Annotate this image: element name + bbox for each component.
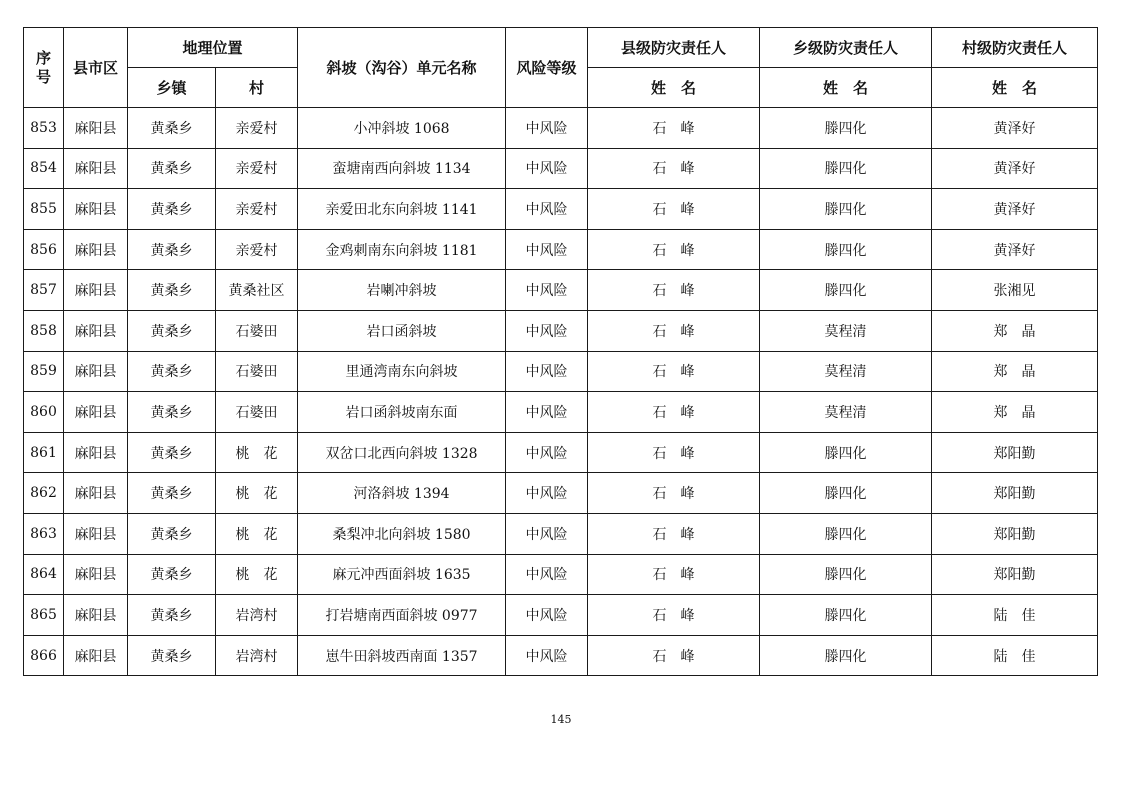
cell-county: 麻阳县 [64,554,128,595]
header-county: 县市区 [64,28,128,108]
table-row [24,595,1098,636]
cell-county: 麻阳县 [64,148,128,189]
disaster-responsibility-table [23,27,1098,676]
cell-county-person: 石 峰 [588,595,760,636]
cell-seq: 864 [24,554,64,595]
cell-town-person: 滕四化 [760,513,932,554]
table-header [24,28,1098,108]
table-row [24,432,1098,473]
cell-town: 黄桑乡 [128,351,216,392]
cell-risk-level: 中风险 [506,392,588,433]
table-row [24,635,1098,676]
table-row [24,108,1098,149]
cell-village-person: 郑阳勤 [932,554,1098,595]
cell-county-person: 石 峰 [588,108,760,149]
table-row [24,148,1098,189]
cell-village: 桃 花 [216,513,298,554]
cell-slope-name: 岩口函斜坡南东面 [298,392,506,433]
cell-village: 桃 花 [216,554,298,595]
cell-seq: 859 [24,351,64,392]
header-risk-level: 风险等级 [506,28,588,108]
cell-seq: 866 [24,635,64,676]
cell-town-person: 滕四化 [760,229,932,270]
cell-village: 亲爱村 [216,108,298,149]
cell-slope-name: 岩喇冲斜坡 [298,270,506,311]
table-row [24,189,1098,230]
cell-county: 麻阳县 [64,270,128,311]
cell-town: 黄桑乡 [128,148,216,189]
cell-town-person: 滕四化 [760,473,932,514]
table-row [24,513,1098,554]
cell-county-person: 石 峰 [588,554,760,595]
cell-slope-name: 蛮塘南西向斜坡 1134 [298,148,506,189]
cell-risk-level: 中风险 [506,554,588,595]
cell-town-person: 滕四化 [760,595,932,636]
cell-village-person: 黄泽好 [932,148,1098,189]
cell-slope-name: 麻元冲西面斜坡 1635 [298,554,506,595]
header-village: 村 [216,68,298,108]
cell-village-person: 张湘见 [932,270,1098,311]
cell-risk-level: 中风险 [506,148,588,189]
cell-seq: 857 [24,270,64,311]
cell-county-person: 石 峰 [588,635,760,676]
cell-seq: 862 [24,473,64,514]
header-county-responsible: 县级防灾责任人 [588,28,760,68]
cell-risk-level: 中风险 [506,351,588,392]
cell-village-person: 郑阳勤 [932,432,1098,473]
cell-slope-name: 打岩塘南西面斜坡 0977 [298,595,506,636]
cell-town: 黄桑乡 [128,392,216,433]
cell-county: 麻阳县 [64,473,128,514]
cell-town-person: 滕四化 [760,148,932,189]
cell-village: 岩湾村 [216,595,298,636]
cell-seq: 860 [24,392,64,433]
cell-county: 麻阳县 [64,513,128,554]
header-village-responsible: 村级防灾责任人 [932,28,1098,68]
cell-county-person: 石 峰 [588,270,760,311]
cell-seq: 854 [24,148,64,189]
cell-risk-level: 中风险 [506,513,588,554]
cell-town: 黄桑乡 [128,595,216,636]
cell-county-person: 石 峰 [588,392,760,433]
cell-village: 亲爱村 [216,229,298,270]
cell-slope-name: 小冲斜坡 1068 [298,108,506,149]
cell-slope-name: 亲爱田北东向斜坡 1141 [298,189,506,230]
cell-village: 石婆田 [216,351,298,392]
table-row [24,554,1098,595]
cell-risk-level: 中风险 [506,108,588,149]
header-town: 乡镇 [128,68,216,108]
cell-village: 亲爱村 [216,189,298,230]
cell-county: 麻阳县 [64,108,128,149]
cell-village-person: 郑 晶 [932,392,1098,433]
cell-county-person: 石 峰 [588,513,760,554]
table-body [24,108,1098,676]
cell-village-person: 郑阳勤 [932,513,1098,554]
cell-county: 麻阳县 [64,189,128,230]
cell-village-person: 郑阳勤 [932,473,1098,514]
table-row [24,473,1098,514]
cell-village-person: 黄泽好 [932,108,1098,149]
cell-slope-name: 金鸡刺南东向斜坡 1181 [298,229,506,270]
cell-county: 麻阳县 [64,392,128,433]
cell-village: 桃 花 [216,473,298,514]
cell-seq: 856 [24,229,64,270]
cell-risk-level: 中风险 [506,270,588,311]
table-row [24,351,1098,392]
cell-risk-level: 中风险 [506,432,588,473]
cell-slope-name: 桑梨冲北向斜坡 1580 [298,513,506,554]
cell-risk-level: 中风险 [506,595,588,636]
cell-county: 麻阳县 [64,635,128,676]
cell-town-person: 莫程清 [760,310,932,351]
table-row [24,392,1098,433]
cell-town-person: 莫程清 [760,351,932,392]
header-seq-line2: 号 [35,67,51,86]
cell-village: 亲爱村 [216,148,298,189]
cell-county-person: 石 峰 [588,148,760,189]
cell-slope-name: 河洛斜坡 1394 [298,473,506,514]
cell-town: 黄桑乡 [128,229,216,270]
header-seq-line1: 序 [35,48,51,67]
header-town-name: 姓 名 [760,68,932,108]
cell-seq: 863 [24,513,64,554]
cell-town-person: 滕四化 [760,189,932,230]
header-slope-name: 斜坡（沟谷）单元名称 [298,28,506,108]
cell-seq: 861 [24,432,64,473]
header-geo-location: 地理位置 [128,28,298,68]
cell-town-person: 滕四化 [760,270,932,311]
cell-county-person: 石 峰 [588,432,760,473]
cell-village: 石婆田 [216,310,298,351]
cell-county-person: 石 峰 [588,189,760,230]
cell-town: 黄桑乡 [128,473,216,514]
cell-village-person: 陆 佳 [932,635,1098,676]
cell-village: 岩湾村 [216,635,298,676]
cell-town: 黄桑乡 [128,310,216,351]
cell-town: 黄桑乡 [128,270,216,311]
cell-slope-name: 双岔口北西向斜坡 1328 [298,432,506,473]
cell-risk-level: 中风险 [506,229,588,270]
cell-county-person: 石 峰 [588,229,760,270]
cell-town: 黄桑乡 [128,432,216,473]
header-row-1 [24,28,1098,68]
cell-county: 麻阳县 [64,229,128,270]
cell-county: 麻阳县 [64,310,128,351]
cell-village: 石婆田 [216,392,298,433]
cell-seq: 865 [24,595,64,636]
cell-village-person: 陆 佳 [932,595,1098,636]
cell-village: 黄桑社区 [216,270,298,311]
cell-seq: 855 [24,189,64,230]
page-number: 145 [550,713,572,726]
cell-county: 麻阳县 [64,351,128,392]
cell-risk-level: 中风险 [506,310,588,351]
cell-county: 麻阳县 [64,432,128,473]
cell-slope-name: 岩口函斜坡 [298,310,506,351]
cell-town-person: 滕四化 [760,554,932,595]
cell-county-person: 石 峰 [588,351,760,392]
cell-town: 黄桑乡 [128,513,216,554]
cell-village-person: 黄泽好 [932,229,1098,270]
cell-risk-level: 中风险 [506,189,588,230]
cell-county-person: 石 峰 [588,473,760,514]
header-village-name: 姓 名 [932,68,1098,108]
cell-seq: 858 [24,310,64,351]
cell-county-person: 石 峰 [588,310,760,351]
header-town-responsible: 乡级防灾责任人 [760,28,932,68]
table-row [24,229,1098,270]
cell-county: 麻阳县 [64,595,128,636]
header-seq [24,28,64,108]
cell-seq: 853 [24,108,64,149]
table-row [24,310,1098,351]
cell-village-person: 郑 晶 [932,310,1098,351]
cell-town: 黄桑乡 [128,635,216,676]
cell-village-person: 黄泽好 [932,189,1098,230]
header-county-name: 姓 名 [588,68,760,108]
cell-risk-level: 中风险 [506,473,588,514]
cell-risk-level: 中风险 [506,635,588,676]
table-row [24,270,1098,311]
cell-town: 黄桑乡 [128,108,216,149]
cell-town: 黄桑乡 [128,554,216,595]
cell-town: 黄桑乡 [128,189,216,230]
cell-town-person: 滕四化 [760,635,932,676]
cell-village-person: 郑 晶 [932,351,1098,392]
cell-town-person: 滕四化 [760,108,932,149]
cell-town-person: 莫程清 [760,392,932,433]
cell-slope-name: 里通湾南东向斜坡 [298,351,506,392]
cell-village: 桃 花 [216,432,298,473]
cell-town-person: 滕四化 [760,432,932,473]
cell-slope-name: 崽牛田斜坡西南面 1357 [298,635,506,676]
